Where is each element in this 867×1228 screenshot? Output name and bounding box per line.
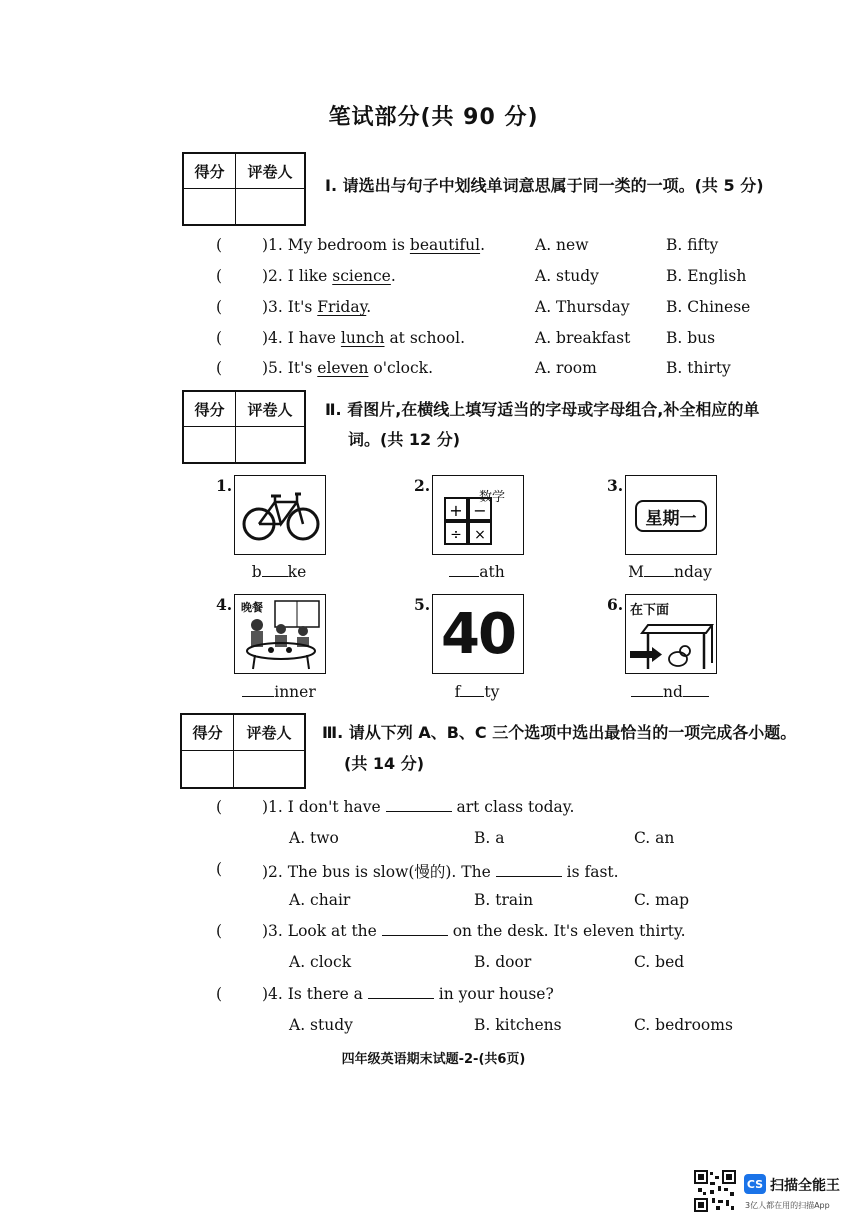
answer-blank[interactable] xyxy=(631,696,663,697)
section2-heading-line1: Ⅱ. 看图片,在横线上填写适当的字母或字母组合,补全相应的单 xyxy=(325,400,760,419)
answer-paren-open: ( xyxy=(216,298,223,316)
question-text-end: o'clock. xyxy=(368,359,433,377)
svg-text:×: × xyxy=(474,527,486,543)
question-row xyxy=(262,267,396,285)
answer-paren-open: ( xyxy=(216,329,223,347)
answer-blank[interactable] xyxy=(683,696,709,697)
question-number: )2. xyxy=(262,267,283,285)
answer-blank[interactable] xyxy=(496,876,562,877)
svg-text:÷: ÷ xyxy=(450,527,462,543)
question-number: )5. xyxy=(262,359,283,377)
option-b: B. Chinese xyxy=(666,298,751,316)
question-text: I don't have xyxy=(287,798,386,816)
answer-slot[interactable] xyxy=(228,267,258,287)
score-cell xyxy=(184,189,236,224)
fill-word-2 xyxy=(412,563,542,581)
word-suffix: inner xyxy=(274,683,316,701)
option-c: C. map xyxy=(634,891,690,909)
answer-paren-open: ( xyxy=(216,267,223,285)
item-number: 4. xyxy=(216,595,233,614)
question-text-end: . xyxy=(480,236,486,254)
answer-slot[interactable] xyxy=(228,798,258,818)
score-box-3 xyxy=(180,713,306,789)
item-number: 1. xyxy=(216,476,233,495)
score-label: 得分 xyxy=(184,392,236,427)
question-row xyxy=(262,860,619,882)
monday-picture xyxy=(625,475,717,555)
question-row xyxy=(262,985,554,1003)
svg-text:−: − xyxy=(473,501,487,520)
answer-blank[interactable] xyxy=(644,576,674,577)
answer-slot[interactable] xyxy=(228,359,258,379)
reviewer-label: 评卷人 xyxy=(236,392,304,427)
picture-caption: 数学 xyxy=(479,490,506,505)
section3-heading-line1: Ⅲ. 请从下列 A、B、C 三个选项中选出最恰当的一项完成各小题。 xyxy=(322,723,797,742)
option-b: B. train xyxy=(474,891,534,909)
answer-slot[interactable] xyxy=(228,298,258,318)
logo-text: CS xyxy=(746,1177,764,1191)
option-a: A. Thursday xyxy=(535,298,630,316)
word-suffix: nday xyxy=(673,563,712,581)
answer-paren-open: ( xyxy=(216,860,223,878)
answer-slot[interactable] xyxy=(228,985,258,1005)
question-number: )4. xyxy=(262,329,283,347)
reviewer-label: 评卷人 xyxy=(236,154,304,189)
section2-heading-line2: 词。(共 12 分) xyxy=(348,430,461,449)
option-a: A. two xyxy=(289,829,339,847)
qr-code xyxy=(694,1170,736,1212)
question-row xyxy=(262,298,371,316)
answer-blank[interactable] xyxy=(382,935,448,936)
fill-word-5 xyxy=(412,683,542,701)
score-box-1 xyxy=(182,152,306,226)
question-text: Is there a xyxy=(287,985,368,1003)
scanner-app-name: 扫描全能王 xyxy=(770,1178,840,1194)
answer-slot[interactable] xyxy=(228,922,258,942)
answer-slot[interactable] xyxy=(228,329,258,349)
picture-caption: 晚餐 xyxy=(241,601,263,614)
answer-slot[interactable] xyxy=(228,860,258,880)
question-text: It's xyxy=(287,359,318,377)
question-number: )1. xyxy=(262,236,283,254)
fill-word-6 xyxy=(605,683,735,701)
reviewer-label: 评卷人 xyxy=(234,715,304,751)
question-row xyxy=(262,922,686,940)
qr-code-icon xyxy=(694,1170,736,1212)
page-footer: 四年级英语期末试题-2-(共6页) xyxy=(341,1052,526,1067)
question-row xyxy=(262,359,433,377)
scanner-tagline: 3亿人都在用的扫描App xyxy=(745,1201,830,1210)
picture-caption: 40 xyxy=(441,601,515,667)
answer-blank[interactable] xyxy=(262,576,288,577)
page-title: 笔试部分(共 90 分) xyxy=(328,105,539,130)
option-a: A. study xyxy=(289,1016,353,1034)
fill-word-4 xyxy=(214,683,344,701)
item-number: 3. xyxy=(607,476,624,495)
word-suffix: ty xyxy=(484,683,500,701)
section3-heading-line2: (共 14 分) xyxy=(344,754,425,773)
question-text-end: art class today. xyxy=(451,798,575,816)
underlined-word: eleven xyxy=(317,359,369,377)
option-a: A. chair xyxy=(289,891,351,909)
answer-slot[interactable] xyxy=(228,236,258,256)
word-prefix: M xyxy=(628,563,644,581)
answer-blank[interactable] xyxy=(242,696,274,697)
question-text: The bus is slow(慢的). The xyxy=(287,863,496,881)
score-cell xyxy=(182,751,234,787)
question-text: I like xyxy=(287,267,333,285)
answer-paren-open: ( xyxy=(216,236,223,254)
option-b: B. door xyxy=(474,953,532,971)
option-c: C. bed xyxy=(634,953,685,971)
fill-word-1 xyxy=(214,563,344,581)
score-label: 得分 xyxy=(184,154,236,189)
question-text-end: . xyxy=(366,298,372,316)
item-number: 6. xyxy=(607,595,624,614)
math-picture xyxy=(432,475,524,555)
fill-word-3 xyxy=(605,563,735,581)
calendar-label xyxy=(635,500,707,532)
bike-picture xyxy=(234,475,326,555)
option-c: C. an xyxy=(634,829,675,847)
score-label: 得分 xyxy=(182,715,234,751)
question-text-end: on the desk. It's eleven thirty. xyxy=(447,922,686,940)
question-number: )4. xyxy=(262,985,283,1003)
question-row xyxy=(262,236,485,254)
answer-paren-open: ( xyxy=(216,985,223,1003)
underlined-word: Friday xyxy=(317,298,367,316)
option-b: B. bus xyxy=(666,329,716,347)
question-text-end: is fast. xyxy=(561,863,619,881)
under-picture xyxy=(625,594,717,674)
question-number: )3. xyxy=(262,298,283,316)
picture-caption: 在下面 xyxy=(630,603,670,618)
forty-picture xyxy=(432,594,524,674)
answer-blank[interactable] xyxy=(386,811,452,812)
picture-caption: 星期一 xyxy=(645,508,697,529)
dinner-picture xyxy=(234,594,326,674)
question-text: Look at the xyxy=(287,922,382,940)
answer-blank[interactable] xyxy=(368,998,434,999)
section1-heading: Ⅰ. 请选出与句子中划线单词意思属于同一类的一项。(共 5 分) xyxy=(325,176,764,195)
underlined-word: science xyxy=(332,267,391,285)
answer-paren-open: ( xyxy=(216,922,223,940)
answer-paren-open: ( xyxy=(216,798,223,816)
answer-blank[interactable] xyxy=(449,576,479,577)
option-a: A. room xyxy=(535,359,597,377)
word-prefix: b xyxy=(251,563,262,581)
scanner-logo xyxy=(744,1174,766,1194)
svg-text:+: + xyxy=(449,501,463,520)
answer-paren-open: ( xyxy=(216,359,223,377)
option-c: C. bedrooms xyxy=(634,1016,733,1034)
question-text-end: . xyxy=(390,267,396,285)
score-cell xyxy=(184,427,236,462)
option-b: B. thirty xyxy=(666,359,731,377)
question-text-end: in your house? xyxy=(433,985,554,1003)
question-row xyxy=(262,329,465,347)
question-number: )1. xyxy=(262,798,283,816)
question-text: It's xyxy=(287,298,318,316)
word-prefix: f xyxy=(454,683,461,701)
underlined-word: lunch xyxy=(340,329,385,347)
item-number: 2. xyxy=(414,476,431,495)
item-number: 5. xyxy=(414,595,431,614)
question-text-end: at school. xyxy=(384,329,466,347)
option-a: A. breakfast xyxy=(535,329,631,347)
question-text: I have xyxy=(287,329,341,347)
option-b: B. English xyxy=(666,267,747,285)
option-a: A. new xyxy=(535,236,589,254)
option-b: B. fifty xyxy=(666,236,719,254)
option-b: B. kitchens xyxy=(474,1016,562,1034)
underlined-word: beautiful xyxy=(409,236,481,254)
word-suffix: nd xyxy=(663,683,683,701)
bike-icon xyxy=(235,476,326,555)
option-a: A. clock xyxy=(289,953,352,971)
word-suffix: ke xyxy=(287,563,307,581)
score-box-2 xyxy=(182,390,306,464)
option-b: B. a xyxy=(474,829,505,847)
question-text: My bedroom is xyxy=(287,236,410,254)
answer-blank[interactable] xyxy=(460,696,484,697)
question-number: )3. xyxy=(262,922,283,940)
word-suffix: ath xyxy=(479,563,505,581)
question-number: )2. xyxy=(262,863,283,881)
option-a: A. study xyxy=(535,267,599,285)
question-row xyxy=(262,798,574,816)
